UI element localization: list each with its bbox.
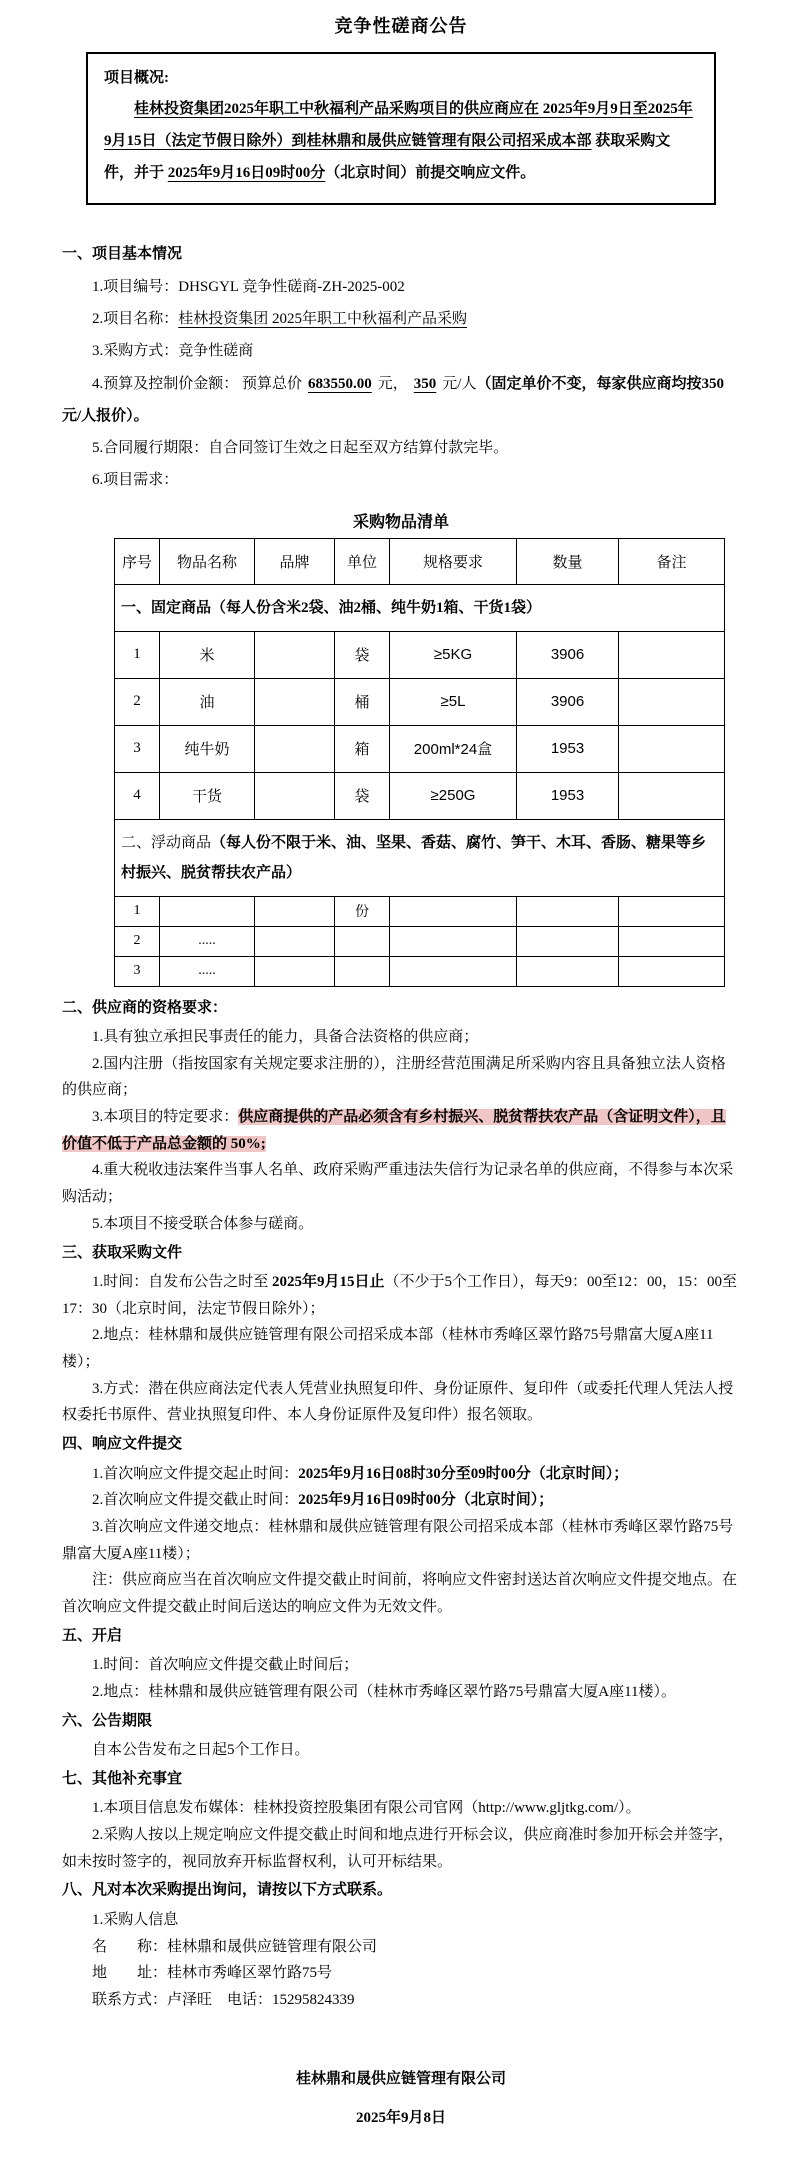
- cell-unit: 份: [335, 896, 390, 926]
- table-row: [115, 631, 725, 678]
- opening-time: 1.时间：首次响应文件提交截止时间后；: [92, 1657, 359, 1674]
- overview-underlined-span-1: 桂林投资集团2025年职工中秋福利产品采购项目的供应商应在 2025年9月9日至2025年9月15日（法定节假日除外）到桂林鼎和晟供应链管理有限公司招采成本部: [104, 100, 693, 149]
- section-opening: [62, 1621, 740, 1706]
- cell-qty: [517, 956, 619, 986]
- cell-name: .....: [160, 926, 255, 956]
- col-header-note: 备注: [619, 538, 725, 584]
- purchaser-address: 地 址：桂林市秀峰区翠竹路75号: [92, 1965, 333, 1982]
- cell-name: 油: [160, 678, 255, 725]
- cell-no: 2: [115, 926, 160, 956]
- cell-brand: [255, 926, 335, 956]
- table-row: [115, 896, 725, 926]
- cell-note: [619, 896, 725, 926]
- cell-unit: 箱: [335, 725, 390, 772]
- obtain-location: 2.地点：桂林鼎和晟供应链管理有限公司招采成本部（桂林市秀峰区翠竹路75号鼎富大厦A座11楼）；: [62, 1327, 714, 1371]
- obtain-time-prefix: 1.时间：自发布公告之时至: [92, 1274, 273, 1290]
- overview-paragraph: [104, 93, 698, 190]
- budget-per-person-value: 350: [413, 375, 437, 392]
- qualification-item-5: 5.本项目不接受联合体参与磋商。: [92, 1215, 314, 1232]
- cell-spec: 200ml*24盒: [390, 725, 517, 772]
- section-4-heading: 四、响应文件提交: [62, 1436, 183, 1453]
- document-title: 竞争性磋商公告: [334, 16, 468, 36]
- cell-unit: 袋: [335, 631, 390, 678]
- specific-requirement-highlight: 供应商提供的产品必须含有乡村振兴、脱贫帮扶农产品（含证明文件），且价值不低于产品总金额的 50%;: [62, 1109, 726, 1152]
- section-obtain-documents: [62, 1238, 740, 1430]
- cell-qty: 3906: [517, 631, 619, 678]
- group-fixed-goods-cell: [115, 584, 725, 631]
- col-header-qty: 数量: [517, 538, 619, 584]
- purchaser-info-label: 1.采购人信息: [92, 1911, 179, 1928]
- budget-total-value: 683550.00: [308, 375, 372, 392]
- signature-date: 2025年9月8日: [355, 2109, 446, 2126]
- cell-no: 2: [115, 678, 160, 725]
- table-row: [115, 926, 725, 956]
- cell-no: 3: [115, 956, 160, 986]
- project-requirement-label: 6.项目需求：: [92, 472, 179, 489]
- cell-note: [619, 956, 725, 986]
- cell-brand: [255, 956, 335, 986]
- cell-unit: 桶: [335, 678, 390, 725]
- budget-label: 4.预算及控制价金额： 预算总价: [92, 375, 303, 392]
- overview-underlined-span-2: 2025年9月16日09时00分: [167, 165, 326, 181]
- section-announcement-period: [62, 1706, 740, 1764]
- cell-note: [619, 678, 725, 725]
- cell-spec: [390, 956, 517, 986]
- cell-brand: [255, 725, 335, 772]
- cell-brand: [255, 631, 335, 678]
- cell-qty: [517, 926, 619, 956]
- cell-name: [160, 896, 255, 926]
- purchaser-contact: 联系方式：卢泽旺 电话：15295824339: [92, 1991, 355, 2008]
- group-floating-goods-note: （每人份不限于米、油、坚果、香菇、腐竹、笋干、木耳、香肠、糖果等乡村振兴、脱贫帮扶农产品）: [121, 834, 707, 881]
- section-supplier-qualifications: [62, 993, 740, 1238]
- budget-unit: 元，: [377, 375, 408, 392]
- cell-spec: [390, 896, 517, 926]
- obtain-time-line: [62, 1269, 740, 1322]
- table-row: [115, 678, 725, 725]
- section-5-heading: 五、开启: [62, 1627, 123, 1644]
- section-2-heading: 二、供应商的资格要求：: [62, 999, 228, 1016]
- section-basic-info: [62, 239, 740, 496]
- overview-plain-span-1: 获取采购文件，并于: [104, 132, 671, 181]
- submission-window-value: 2025年9月16日08时30分至09时00分（北京时间）；: [298, 1465, 629, 1482]
- signature-company: 桂林鼎和晟供应链管理有限公司: [295, 2070, 506, 2087]
- budget-fixed-note: （固定单价不变，每家供应商均按350元/人报价）。: [62, 375, 724, 424]
- project-name-value: 桂林投资集团 2025年职工中秋福利产品采购: [178, 311, 468, 327]
- items-table-title: 采购物品清单: [352, 513, 449, 531]
- procurement-method: 3.采购方式：竞争性磋商: [92, 343, 254, 360]
- cell-note: [619, 631, 725, 678]
- cell-brand: [255, 678, 335, 725]
- cell-no: 4: [115, 772, 160, 819]
- submission-deadline-value: 2025年9月16日09时00分（北京时间）；: [298, 1492, 554, 1509]
- cell-no: 1: [115, 896, 160, 926]
- obtain-method: 3.方式：潜在供应商法定代表人凭营业执照复印件、身份证原件、复印件（或委托代理人凭法人授权委托书原件、营业执照复印件、本人身份证原件及复印件）报名领取。: [62, 1380, 734, 1424]
- project-name-line: [62, 303, 740, 335]
- overview-label: 项目概况:: [104, 70, 169, 86]
- section-6-heading: 六、公告期限: [62, 1712, 153, 1729]
- group-floating-goods-label: 二、浮动商品: [121, 834, 212, 851]
- publish-media-line: 1.本项目信息发布媒体：桂林投资控股集团有限公司官网（http://www.gljtkg.com/）。: [92, 1800, 641, 1817]
- bid-opening-rule-line: 2.采购人按以上规定响应文件提交截止时间和地点进行开标会议，供应商准时参加开标会并签字，如未按时签字的，视同放弃开标监督权利，认可开标结果。: [62, 1827, 734, 1870]
- section-other-matters: [62, 1764, 740, 1876]
- announcement-period-body: 自本公告发布之日起5个工作日。: [92, 1742, 310, 1759]
- table-row: [115, 956, 725, 986]
- opening-location: 2.地点：桂林鼎和晟供应链管理有限公司（桂林市秀峰区翠竹路75号鼎富大厦A座11楼）。: [92, 1683, 677, 1700]
- purchaser-name: 名 称：桂林鼎和晟供应链管理有限公司: [92, 1938, 378, 1955]
- cell-note: [619, 772, 725, 819]
- col-header-no: 序号: [115, 538, 160, 584]
- cell-spec: [390, 926, 517, 956]
- project-overview-box: [86, 52, 716, 205]
- section-contact: [62, 1875, 740, 2013]
- group-floating-goods-cell: [115, 819, 725, 896]
- group-row-floating-goods: [115, 819, 725, 896]
- group-fixed-goods-label: 一、固定商品: [121, 599, 212, 616]
- specific-requirement-label: 3.本项目的特定要求：: [92, 1109, 239, 1126]
- obtain-time-suffix: （不少于5个工作日），每天9：00至12：00，15：00至17：30（北京时间，法定节假日除外）；: [62, 1274, 738, 1317]
- submission-location: 3.首次响应文件递交地点：桂林鼎和晟供应链管理有限公司招采成本部（桂林市秀峰区翠竹路75号鼎富大厦A座11楼）；: [62, 1519, 734, 1562]
- qualification-item-2: 2.国内注册（指按国家有关规定要求注册的），注册经营范围满足所采购内容且具备独立法人资格的供应商；: [62, 1055, 726, 1099]
- submission-note: 注：供应商应当在首次响应文件提交截止时间前，将响应文件密封送达首次响应文件提交地点。在首次响应文件提交截止时间后送达的响应文件为无效文件。: [62, 1572, 738, 1616]
- cell-note: [619, 725, 725, 772]
- group-fixed-goods-note: （每人份含米2袋、油2桶、纯牛奶1箱、干货1袋）: [211, 599, 542, 616]
- qualification-item-1: 1.具有独立承担民事责任的能力，具备合法资格的供应商；: [92, 1029, 479, 1045]
- cell-name: 米: [160, 631, 255, 678]
- cell-no: 3: [115, 725, 160, 772]
- col-header-name: 物品名称: [160, 538, 255, 584]
- budget-per-person-unit: 元/人: [442, 375, 477, 392]
- overview-plain-span-2: （北京时间）前提交响应文件。: [325, 165, 536, 181]
- submission-deadline-label: 2.首次响应文件提交截止时间：: [92, 1492, 299, 1509]
- qualification-item-3: [62, 1104, 740, 1157]
- procurement-items-table: [114, 538, 725, 987]
- cell-brand: [255, 896, 335, 926]
- signature-block: [62, 2060, 740, 2138]
- cell-qty: 1953: [517, 725, 619, 772]
- cell-no: 1: [115, 631, 160, 678]
- cell-name: 纯牛奶: [160, 725, 255, 772]
- cell-spec: ≥5KG: [390, 631, 517, 678]
- col-header-spec: 规格要求: [390, 538, 517, 584]
- cell-qty: 1953: [517, 772, 619, 819]
- cell-brand: [255, 772, 335, 819]
- obtain-deadline-date: 2025年9月15日止: [272, 1274, 385, 1290]
- cell-unit: [335, 926, 390, 956]
- cell-unit: 袋: [335, 772, 390, 819]
- cell-spec: ≥5L: [390, 678, 517, 725]
- qualification-item-4: 4.重大税收违法案件当事人名单、政府采购严重违法失信行为记录名单的供应商，不得参与本次采购活动；: [62, 1162, 734, 1206]
- cell-spec: ≥250G: [390, 772, 517, 819]
- project-name-label: 2.项目名称：: [92, 311, 179, 327]
- group-row-fixed-goods: [115, 584, 725, 631]
- submission-deadline-line: [62, 1487, 740, 1514]
- col-header-unit: 单位: [335, 538, 390, 584]
- cell-qty: [517, 896, 619, 926]
- submission-window-label: 1.首次响应文件提交起止时间：: [92, 1465, 299, 1482]
- budget-line: [62, 368, 740, 433]
- section-8-heading: 八、凡对本次采购提出询问，请按以下方式联系。: [62, 1882, 393, 1899]
- table-row: [115, 772, 725, 819]
- cell-name: 干货: [160, 772, 255, 819]
- section-response-submission: [62, 1429, 740, 1621]
- cell-name: .....: [160, 956, 255, 986]
- cell-qty: 3906: [517, 678, 619, 725]
- contract-term: 5.合同履行期限：自合同签订生效之日起至双方结算付款完毕。: [92, 440, 509, 456]
- submission-window-line: [62, 1461, 740, 1488]
- project-number: 1.项目编号：DHSGYL 竞争性磋商-ZH-2025-002: [92, 278, 405, 295]
- table-header-row: [115, 538, 725, 584]
- section-7-heading: 七、其他补充事宜: [62, 1770, 183, 1787]
- table-row: [115, 725, 725, 772]
- col-header-brand: 品牌: [255, 538, 335, 584]
- section-3-heading: 三、获取采购文件: [62, 1244, 183, 1261]
- cell-unit: [335, 956, 390, 986]
- section-1-heading: 一、项目基本情况: [62, 246, 183, 263]
- cell-note: [619, 926, 725, 956]
